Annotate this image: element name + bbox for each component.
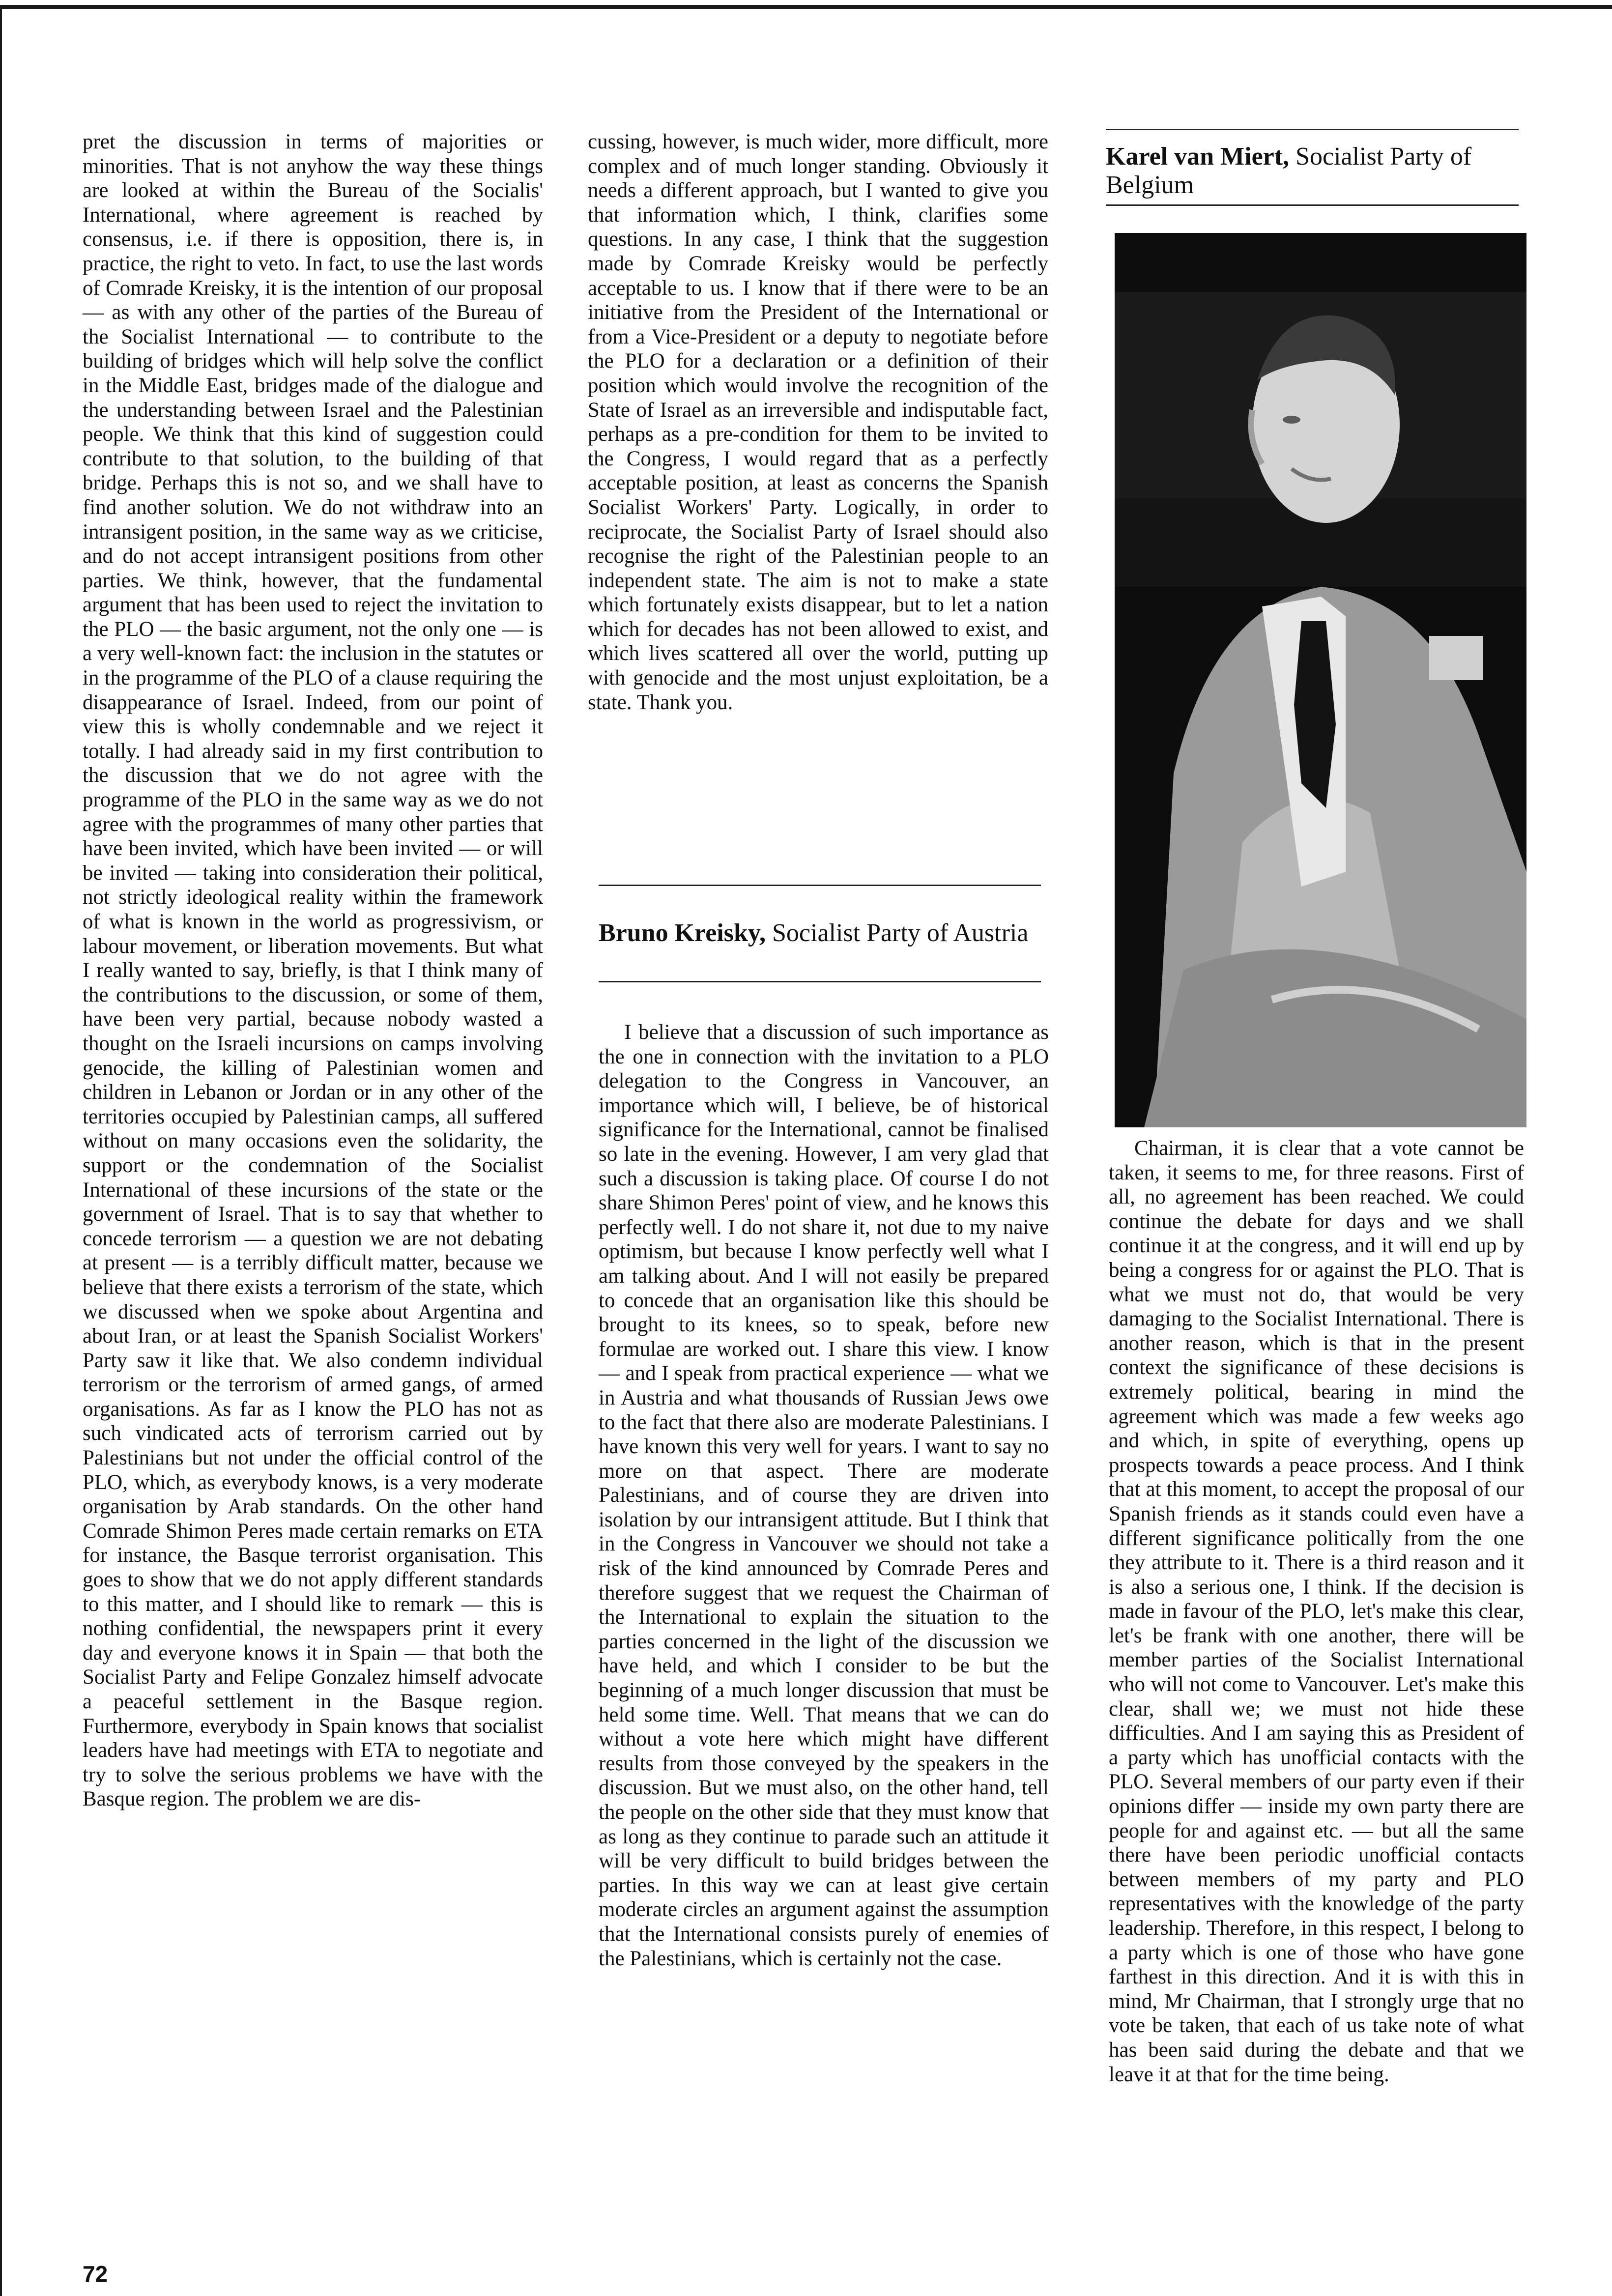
left-column [83, 130, 543, 1811]
speaker-photo [1115, 233, 1526, 1127]
kreisky-bottom-rule [599, 981, 1041, 982]
vanmiert-speech-column [1109, 1136, 1524, 2087]
top-border-rule [0, 5, 1612, 9]
left-border-rule [0, 5, 2, 2296]
middle-column-text: cussing, however, is much wider, more difficult, more complex and of much longer standing. Obviously it needs a different approach, but I wanted to give you that information which, I think, clarifies some questions. In any case, I think that the suggestion made by Comrade Kreisky would be perfectly acceptable to us. I know that if there were to be an initiative from the President of the International or from a Vice-President or a deputy to negotiate before the PLO for a declaration or a definition of their position which would involve the recognition of the State of Israel as an irreversible and indisputable fact, perhaps as a pre-condition for them to be invited to the Congress, I would regard that as a perfectly acceptable position, at least as concerns the Spanish Socialist Workers' Party. Logically, in order to reciprocate, the Socialist Party of Israel should also recognise the right of the Palestinian people to an independent state. The aim is not to make a state which fortunately exists disappear, but to let a nation which for decades has not been allowed to exist, and which lives scattered all over the world, putting up with genocide and the most unjust exploitation, be a state. Thank you. [588, 130, 1048, 714]
left-column-text: pret the discussion in terms of majorities or minorities. That is not anyhow the way these things are looked at within the Bureau of the Socialis' International, where agreement is reached by consensus, i.e. if there is opposition, there is, in practice, the right to veto. In fact, to use the last words of Comrade Kreisky, it is the intention of our proposal — as with any other of the parties of the Bureau of the Socialist International — to contribute to the building of bridges which will help solve the conflict in the Middle East, bridges made of the dialogue and the understanding between Israel and the Palestinian people. We think that this kind of suggestion could contribute to that solution, to the building of that bridge. Perhaps this is not so, and we shall have to find another solution. We do not withdraw into an intransigent position, in the same way as we criticise, and do not accept intransigent positions from other parties. We think, however, that the fundamental argument that has been used to reject the invitation to the PLO — the basic argument, not the only one — is a very well-known fact: the inclusion in the statutes or in the programme of the PLO of a clause requiring the disappearance of Israel. Indeed, from our point of view this is wholly condemnable and we reject it totally. I had already said in my first contribution to the discussion that we do not agree with the programme of the PLO in the same way as we do not agree with the programmes of many other parties that have been invited, which have been invited — or will be invited — taking into consideration their political, not strictly ideological reality within the framework of what is known in the world as progressivism, or labour movement, or liberation movements. But what I really wanted to say, briefly, is that I think many of the contributions to the discussion, or some of them, have been very partial, because nobody wasted a thought on the Israeli incursions on camps involving genocide, the killing of Palestinian women and children in Lebanon or Jordan or in any other of the territories occupied by Palestinian camps, all suffered without on many occasions even the solidarity, the support or the condemnation of the Socialist International of these incursions of the state or the government of Israel. That is to say that whether to concede terrorism — a question we are not debating at present — is a terribly difficult matter, because we believe that there exists a terrorism of the state, which we discussed when we spoke about Argentina and about Iran, or at least the Spanish Socialist Workers' Party saw it like that. We also condemn individual terrorism or the terrorism of armed gangs, of armed organisations. As far as I know the PLO has not as such vindicated acts of terrorism carried out by Palestinians but not under the official control of the PLO, which, as everybody knows, is a very moderate organisation by Arab standards. On the other hand Comrade Shimon Peres made certain remarks on ETA for instance, the Basque terrorist organisation. This goes to show that we do not apply different standards to this matter, and I should like to remark — this is nothing confidential, the newspapers print it every day and everyone knows it in Spain — that both the Socialist Party and Felipe Gonzalez himself advocate a peaceful settlement in the Basque region. Furthermore, everybody in Spain knows that socialist leaders have had meetings with ETA to negotiate and try to solve the serious problems we have with the Basque region. The problem we are dis- [83, 130, 543, 1811]
kreisky-name: Bruno Kreisky, [599, 919, 766, 947]
kreisky-top-rule [599, 885, 1041, 886]
middle-column [588, 130, 1048, 842]
page-number: 72 [83, 2261, 108, 2287]
vanmiert-bottom-rule [1106, 204, 1519, 206]
speaker-photo-graphic [1115, 233, 1526, 1127]
vanmiert-top-rule [1106, 129, 1519, 130]
vanmiert-party: Socialist Party of Belgium [1106, 143, 1472, 199]
vanmiert-name: Karel van Miert, [1106, 143, 1290, 171]
vanmiert-speech-text: Chairman, it is clear that a vote cannot be taken, it seems to me, for three reasons. First of all, no agreement has been reached. We could continue the debate for days and we shall continue it at the congress, and it will end up by being a congress for or against the PLO. That is what we must not do, that would be very damaging to the Socialist International. There is another reason, which is that in the present context the significance of these decisions is extremely political, bearing in mind the agreement which was made a few weeks ago and which, in spite of everything, opens up prospects towards a peace process. And I think that at this moment, to accept the proposal of our Spanish friends as it stands could even have a different significance politically from the one they attribute to it. There is a third reason and it is also a serious one, I think. If the decision is made in favour of the PLO, let's make this clear, let's be frank with one another, there will be member parties of the Socialist International who will not come to Vancouver. Let's make this clear, shall we; we must not hide these difficulties. And I am saying this as President of a party which has unofficial contacts with the PLO. Several members of our party even if their opinions differ — inside my own party there are people for and against etc. — but all the same there have been periodic unofficial contacts between members of my party and PLO representatives with the knowledge of the party leadership. Therefore, in this respect, I belong to a party which is one of those who have gone farthest in this direction. And it is with this in mind, Mr Chairman, that I strongly urge that no vote be taken, that each of us take note of what has been said during the debate and that we leave it at that for the time being. [1109, 1137, 1524, 2086]
kreisky-heading [599, 919, 1041, 947]
kreisky-speech-text: I believe that a discussion of such importance as the one in connection with the invitation to a PLO delegation to the Congress in Vancouver, an importance which will, I believe, be of historical significance for the International, cannot be finalised so late in the evening. However, I am very glad that such a discussion is taking place. Of course I do not share Shimon Peres' point of view, and he knows this perfectly well. I do not share it, not due to my naive optimism, but because I know perfectly well what I am talking about. And I will not easily be prepared to concede that an organisation like this should be brought to its knees, so to speak, before new formulae are worked out. I share this view. I know — and I speak from practical experience — what we in Austria and what thousands of Russian Jews owe to the fact that there also are moderate Palestinians. I have known this very well for years. I want to say no more on that aspect. There are moderate Palestinians, and of course they are driven into isolation by our intransigent attitude. But I think that in the Congress in Vancouver we should not take a risk of the kind announced by Comrade Peres and therefore suggest that we request the Chairman of the International to explain the situation to the parties concerned in the light of the discussion we have held, and which I consider to be but the beginning of a much longer discussion that must be held some time. Well. That means that we can do without a vote here which might have different results from those conveyed by the speakers in the discussion. But we must also, on the other hand, tell the people on the other side that they must know that as long as they continue to parade such an attitude it will be very difficult to build bridges between the parties. In this way we can at least give certain moderate circles an argument against the assumption that the International consists purely of enemies of the Palestinians, which is certainly not the case. [599, 1021, 1049, 1970]
kreisky-speech-column [599, 1020, 1049, 1971]
vanmiert-heading [1106, 143, 1509, 200]
kreisky-party: Socialist Party of Austria [772, 919, 1029, 947]
